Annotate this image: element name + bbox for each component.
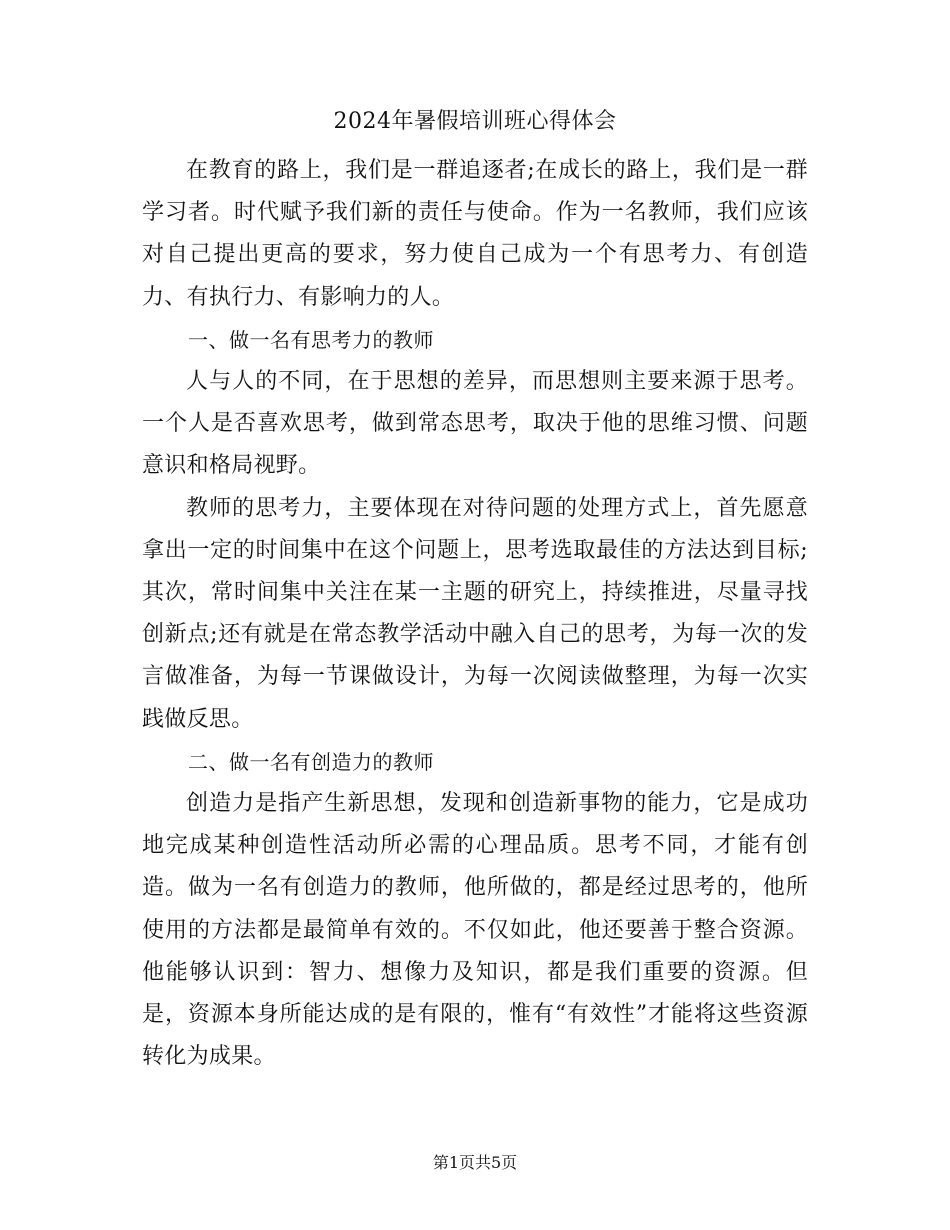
page-number-footer: 第1页共5页 <box>432 1153 518 1172</box>
document-title: 2024年暑假培训班心得体会 <box>333 109 617 134</box>
creativity-paragraph-1: 创造力是指产生新思想，发现和创造新事物的能力，它是成功地完成某种创造性活动所必需的心理品质。思考不同，才能有创造。做为一名有创造力的教师，他所做的，都是经过思考的，他所使用的方法都是最简单有效的。不仅如此，他还要善于整合资源。他能够认识到：智力、想像力及知识，都是我们重要的资源。但是，资源本身所能达成的是有限的，惟有“有效性”才能将这些资源转化为成果。 <box>142 791 808 1070</box>
intro-paragraph: 在教育的路上，我们是一群追逐者;在成长的路上，我们是一群学习者。时代赋予我们新的责任与使命。作为一名教师，我们应该对自己提出更高的要求，努力使自己成为一个有思考力、有创造力、有执行力、有影响力的人。 <box>142 158 808 310</box>
section-heading-creativity: 二、做一名有创造力的教师 <box>188 749 434 774</box>
document-body <box>142 150 808 1078</box>
thinking-paragraph-2: 教师的思考力，主要体现在对待问题的处理方式上，首先愿意拿出一定的时间集中在这个问题上，思考选取最佳的方法达到目标;其次，常时间集中关注在某一主题的研究上，持续推进，尽量寻找创新点;还有就是在常态教学活动中融入自己的思考，为每一次的发言做准备，为每一节课做设计，为每一次阅读做整理，为每一次实践做反思。 <box>142 495 808 732</box>
thinking-paragraph-1: 人与人的不同，在于思想的差异，而思想则主要来源于思考。一个人是否喜欢思考，做到常态思考，取决于他的思维习惯、问题意识和格局视野。 <box>142 369 808 479</box>
section-heading-thinking: 一、做一名有思考力的教师 <box>188 327 434 352</box>
